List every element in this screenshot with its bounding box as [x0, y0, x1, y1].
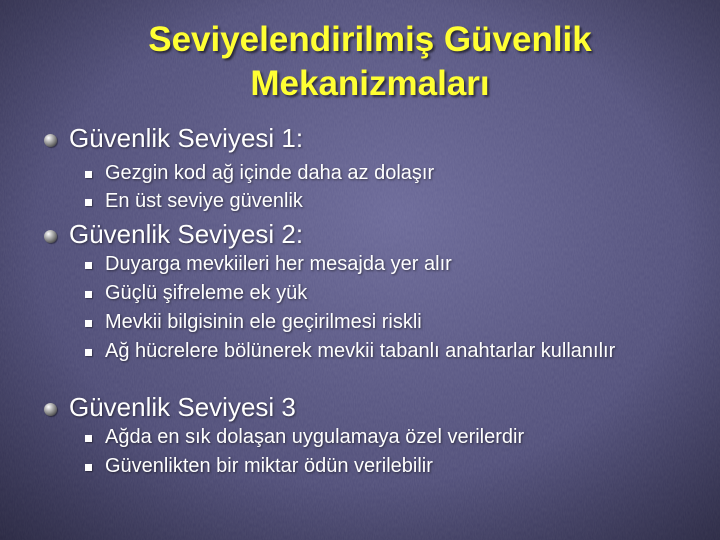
list-item-text: Duyarga mevkiileri her mesajda yer alır: [105, 253, 452, 275]
section-heading-text: Güvenlik Seviyesi 1:: [69, 123, 304, 153]
list-item-text: Ağda en sık dolaşan uygulamaya özel verilerdir: [105, 426, 525, 448]
square-bullet-icon: [85, 464, 92, 471]
slide-title: [60, 18, 680, 106]
list-item-text: Gezgin kod ağ içinde daha az dolaşır: [105, 162, 435, 184]
square-bullet-icon: [85, 291, 92, 298]
list-item-text: Ağ hücrelere bölünerek mevkii tabanlı anahtarlar kullanılır: [105, 340, 616, 362]
square-bullet-icon: [85, 262, 92, 269]
square-bullet-icon: [85, 199, 92, 206]
section-heading-text: Güvenlik Seviyesi 2:: [69, 219, 304, 249]
orb-bullet-icon: [44, 403, 57, 416]
list-item-text: Güçlü şifreleme ek yük: [105, 282, 308, 304]
list-item-text: Güvenlikten bir miktar ödün verilebilir: [105, 455, 433, 477]
square-bullet-icon: [85, 320, 92, 327]
orb-bullet-icon: [44, 134, 57, 147]
list-item-text: Mevkii bilgisinin ele geçirilmesi riskli: [105, 311, 422, 333]
section-heading-text: Güvenlik Seviyesi 3: [69, 392, 296, 422]
slide-title-line-1: Seviyelendirilmiş Güvenlik: [148, 20, 592, 59]
square-bullet-icon: [85, 349, 92, 356]
slide-title-line-2: Mekanizmaları: [250, 64, 490, 103]
square-bullet-icon: [85, 435, 92, 442]
orb-bullet-icon: [44, 230, 57, 243]
square-bullet-icon: [85, 171, 92, 178]
list-item-text: En üst seviye güvenlik: [105, 190, 303, 212]
